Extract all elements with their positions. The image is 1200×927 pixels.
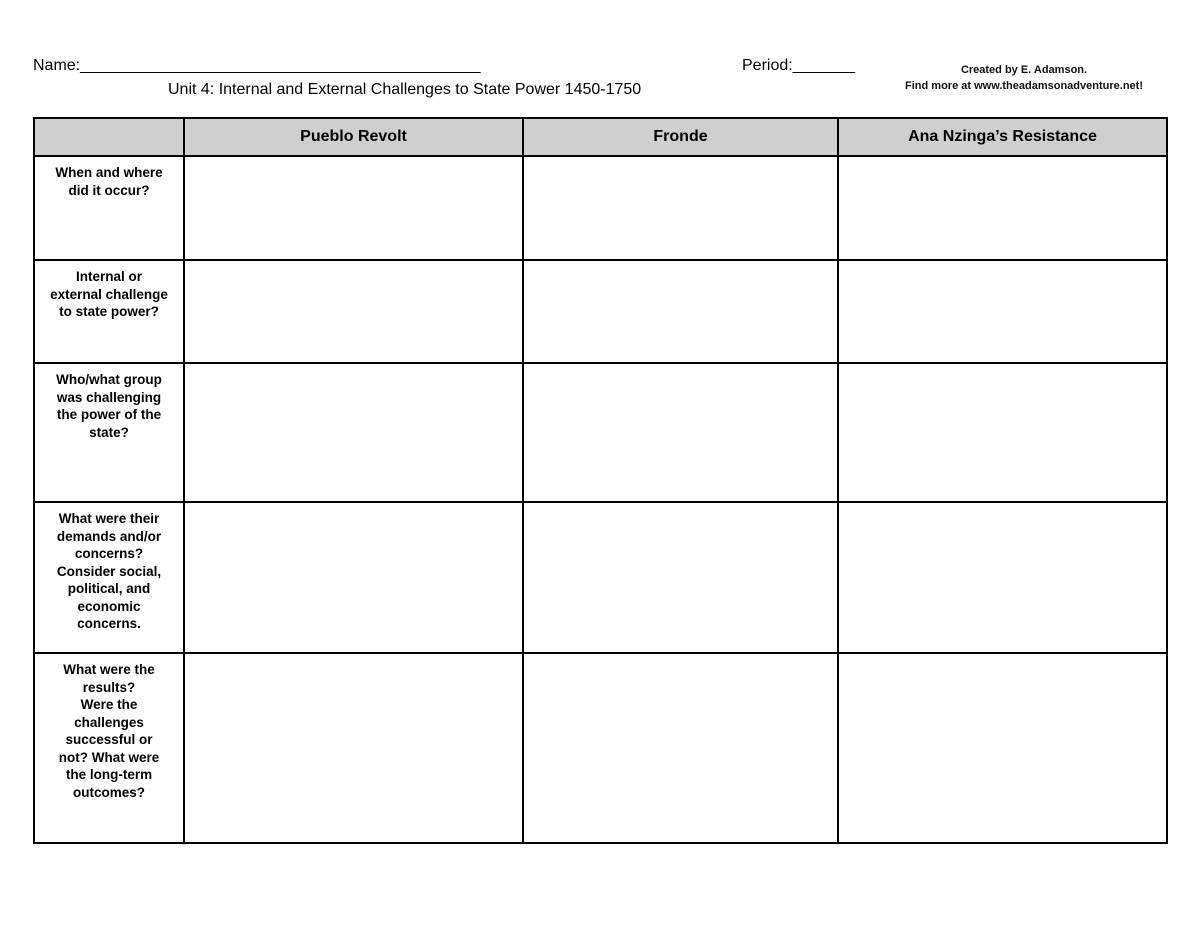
table-row — [34, 260, 1167, 363]
answer-cell-fronde[interactable] — [523, 260, 838, 363]
answer-cell-fronde[interactable] — [523, 156, 838, 260]
answer-cell-pueblo-revolt[interactable] — [184, 502, 523, 653]
credit-block — [870, 62, 1178, 94]
table-row — [34, 363, 1167, 502]
answer-cell-fronde[interactable] — [523, 363, 838, 502]
answer-cell-fronde[interactable] — [523, 502, 838, 653]
answer-cell-ana-nzinga[interactable] — [838, 156, 1167, 260]
comparison-table — [33, 117, 1168, 844]
question-text: When and where did it occur? — [55, 165, 163, 198]
worksheet-title: Unit 4: Internal and External Challenges to State Power 1450-1750 — [168, 81, 642, 98]
answer-cell-ana-nzinga[interactable] — [838, 260, 1167, 363]
table-row — [34, 502, 1167, 653]
row-question-internal-external — [34, 260, 184, 363]
answer-cell-pueblo-revolt[interactable] — [184, 363, 523, 502]
answer-cell-pueblo-revolt[interactable] — [184, 260, 523, 363]
row-question-results — [34, 653, 184, 843]
question-text: Who/what group was challenging the power of the state? — [56, 372, 162, 440]
column-header-pueblo-revolt: Pueblo Revolt — [184, 118, 523, 156]
column-header-fronde: Fronde — [523, 118, 838, 156]
table-row — [34, 156, 1167, 260]
answer-cell-ana-nzinga[interactable] — [838, 653, 1167, 843]
period-field-label: Period:_______ — [742, 57, 855, 74]
table-header-row — [34, 118, 1167, 156]
answer-cell-pueblo-revolt[interactable] — [184, 156, 523, 260]
question-text: What were their demands and/or concerns? Consider social, political, and economic concerns. — [56, 511, 162, 631]
row-question-who-challenging — [34, 363, 184, 502]
question-text: Internal or external challenge to state power? — [50, 269, 168, 319]
column-header-ana-nzinga: Ana Nzinga’s Resistance — [838, 118, 1167, 156]
row-question-when-where — [34, 156, 184, 260]
answer-cell-ana-nzinga[interactable] — [838, 363, 1167, 502]
table-row — [34, 653, 1167, 843]
header-corner-cell — [34, 118, 184, 156]
name-field-label: Name:_____________________________________________ — [33, 57, 481, 74]
question-text: What were the results? Were the challenges successful or not? What were the long-term outcomes? — [58, 662, 160, 800]
row-question-demands — [34, 502, 184, 653]
answer-cell-fronde[interactable] — [523, 653, 838, 843]
credit-author: Created by E. Adamson. — [960, 64, 1088, 76]
credit-website: Find more at www.theadamsonadventure.net! — [905, 80, 1143, 92]
answer-cell-pueblo-revolt[interactable] — [184, 653, 523, 843]
answer-cell-ana-nzinga[interactable] — [838, 502, 1167, 653]
